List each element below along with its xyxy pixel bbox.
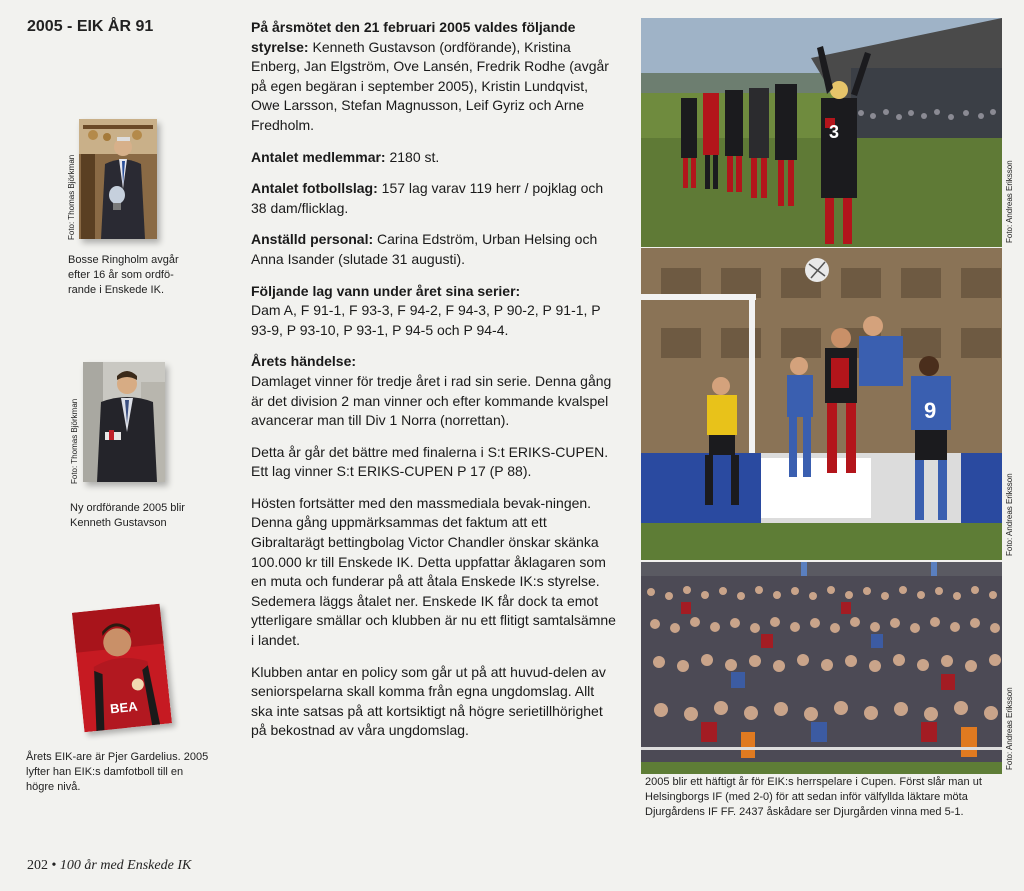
photo-image (79, 119, 157, 239)
photo-caption: Bosse Ringholm avgår efter 16 år som ordfö-rande i Enskede IK. (68, 254, 179, 296)
jersey-number: 3 (829, 122, 840, 142)
photo-crowd (641, 562, 1002, 774)
paragraph-heading: Anställd personal: (251, 231, 374, 248)
teams-paragraph (251, 179, 616, 218)
paragraph-text: Damlaget vinner för tredje året i rad sin serie. Denna gång är det division 2 man vinner och efter kommande kvalspel avancerar man till Div 1 Norra (norrettan). (251, 372, 612, 429)
shirt-sponsor-text: BEA (109, 698, 139, 717)
paragraph-text: Carina Edström, Urban Helsing och Anna Isander (slutade 31 augusti). (251, 231, 598, 267)
page-title: 2005 - EIK ÅR 91 (27, 18, 154, 35)
book-title: 100 år med Enskede IK (59, 858, 192, 873)
paragraph-text: Detta år går det bättre med finalerna i S:t ERIKS-CUPEN. Ett lag vinner S:t ERIKS-CUPEN P 17 (P 88). (251, 443, 609, 480)
right-photo-caption: 2005 blir ett häftigt år för EIK:s herrspelare i Cupen. Först slår man ut Helsingborgs IF (med 2-0) för att sedan inför välfyllda läktare möta Djurgårdens IF FF. 2437 åskådare ser Djurgården vinna med 5-1. (645, 776, 982, 818)
paragraph-text: 2180 st. (385, 148, 440, 165)
paragraph-heading: På årsmötet den 21 februari 2005 valdes följande styrelse: (251, 19, 576, 55)
cup-paragraph (251, 443, 616, 482)
staff-paragraph (251, 230, 616, 269)
page-footer (27, 858, 191, 874)
paragraph-heading: Följande lag vann under året sina serier: (251, 282, 521, 299)
photo-image (641, 18, 1002, 247)
photo-image (72, 604, 172, 733)
footer-bullet: • (51, 858, 57, 873)
photo-image (641, 562, 1002, 774)
photo-credit: Foto: Andreas Eriksson (1005, 687, 1014, 770)
photo-caption: Årets EIK-are är Pjer Gardelius. 2005 lyfter han EIK:s damfotboll till en högre nivå. (26, 751, 209, 793)
paragraph-heading: Antalet medlemmar: (251, 148, 386, 165)
series-winners-paragraph (251, 282, 616, 341)
photo-caption: Ny ordförande 2005 blir Kenneth Gustavson (70, 502, 185, 529)
paragraph-text: 157 lag varav 119 herr / pojklag och 38 dam/flicklag. (251, 180, 604, 216)
photo-credit: Foto: Thomas Björkman (70, 398, 79, 484)
photo-image (641, 248, 1002, 560)
photo-team-celebration (641, 18, 1002, 247)
photo-credit: Foto: Thomas Björkman (67, 154, 76, 240)
paragraph-text: Kenneth Gustavson (ordförande), Kristina Enberg, Jan Elgström, Ove Lansén, Fredrik Rodhe (avgår på egen begäran i september 2005), Kristin Lundqvist, Owe Larsson, Stefan Magnusson, Leif Gyriz och Arne Fredholm. (251, 38, 609, 133)
page-number: 202 (27, 858, 48, 873)
policy-paragraph (251, 663, 616, 741)
jersey-number: 9 (924, 398, 937, 423)
year-events-paragraph (251, 352, 616, 430)
left-column (0, 0, 240, 891)
photo-credit: Foto: Andreas Eriksson (1005, 473, 1014, 556)
paragraph-heading: Antalet fotbollslag: (251, 180, 378, 197)
board-paragraph (251, 18, 616, 136)
members-paragraph (251, 148, 616, 168)
photo-heading-duel (641, 248, 1002, 560)
media-paragraph (251, 494, 616, 651)
paragraph-text: Klubben antar en policy som går ut på att huvud-delen av seniorspelarna skall komma från egna ungdomslag. Allt ska inte satsas på att kortsiktigt nå högre serietillhörighet på bekostnad av våra ungdomslag. (251, 663, 606, 739)
photo-bosse-ringholm (79, 119, 157, 239)
paragraph-heading: Årets händelse: (251, 353, 357, 370)
photo-image (83, 362, 165, 482)
paragraph-text: Hösten fortsätter med den massmediala bevak-ningen. Denna gång uppmärksammas det faktum att ett Gibraltarägt bettingbolag Victor Chandler önskar skänka 100.000 kr till Enskede IK. Detta uppfattar åklagaren som en muta och funderar på att åtala Enskede IK:s styrelse. Sedemera läggs åtalet ner. Enskede IK får dock ta emot ytterligare smällar och klubben är nu ett flitigt samtalsämne i landet. (251, 494, 616, 649)
photo-pjer-gardelius (72, 604, 172, 733)
photo-kenneth-gustavson (83, 362, 165, 482)
photo-credit: Foto: Andreas Eriksson (1005, 160, 1014, 243)
paragraph-text: Dam A, F 91-1, F 93-3, F 94-2, F 94-3, P 90-2, P 91-1, P 93-9, P 93-10, P 93-1, P 94-5 och P 94-4. (251, 302, 601, 338)
main-article (251, 18, 616, 753)
